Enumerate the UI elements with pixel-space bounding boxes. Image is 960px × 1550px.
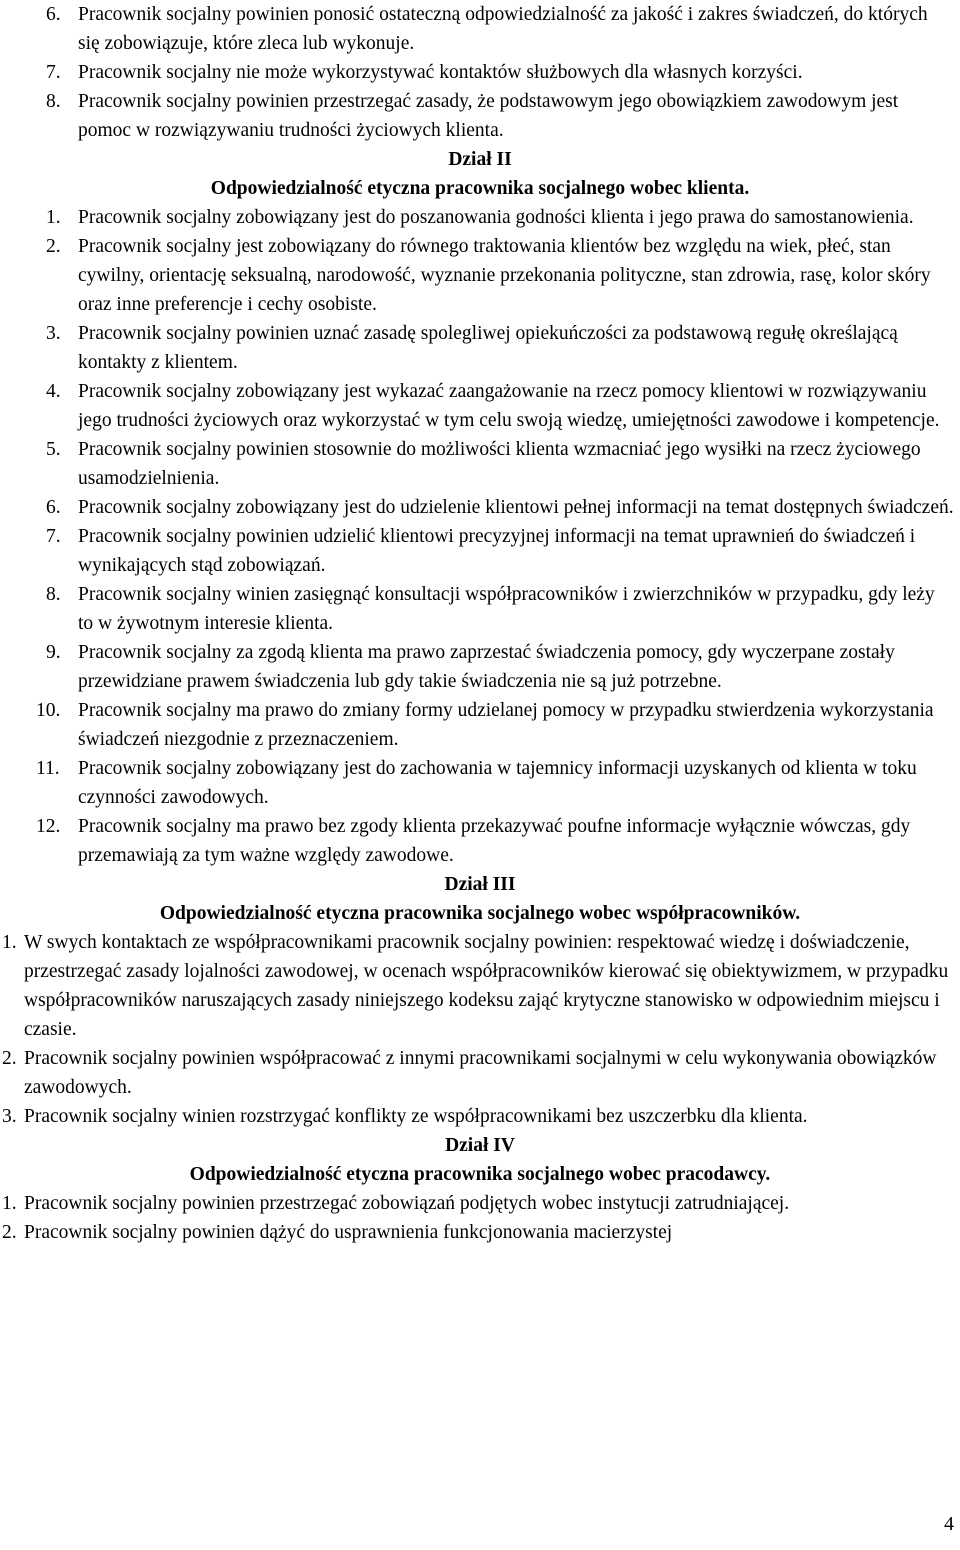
item-text: Pracownik socjalny winien zasięgnąć konsultacji współpracowników i zwierzchników w przypadku, gdy leży to w żywotnym interesie klienta. [78,584,935,634]
item-text: Pracownik socjalny ma prawo bez zgody klienta przekazywać poufne informacje wyłącznie wówczas, gdy przemawiają za tym ważne względy zawodowe. [78,816,911,866]
item-number: 5. [46,439,61,460]
list-item [0,87,960,145]
item-text: Pracownik socjalny powinien ponosić ostateczną odpowiedzialność za jakość i zakres świadczeń, do których się zobowiązuje, które zleca lub wykonuje. [78,4,928,54]
list-item [0,0,960,58]
item-text: Pracownik socjalny za zgodą klienta ma prawo zaprzestać świadczenia pomocy, gdy wyczerpane zostały przewidziane prawem świadczenia lub gdy takie świadczenia nie są już potrzebne. [78,642,895,692]
item-text: W swych kontaktach ze współpracownikami pracownik socjalny powinien: respektować wiedzę i doświadczenie, przestrzegać zasady lojalności zawodowej, w ocenach współpracowników kierować się obiektywizmem, w przypadku współpracowników naruszających zasady niniejszego kodeksu zająć krytyczne stanowisko w odpowiednim miejscu i czasie. [24,932,949,1040]
item-text: Pracownik socjalny zobowiązany jest do zachowania w tajemnicy informacji uzyskanych od klienta w toku czynności zawodowych. [78,758,917,808]
item-number: 2. [2,1222,17,1243]
section-subheading: Odpowiedzialność etyczna pracownika socjalnego wobec klienta. [210,178,750,199]
item-text: Pracownik socjalny ma prawo do zmiany formy udzielanej pomocy w przypadku stwierdzenia wykorzystania świadczeń niezgodnie z przeznaczeniem. [78,700,934,750]
section-subheading: Odpowiedzialność etyczna pracownika socjalnego wobec pracodawcy. [189,1164,771,1185]
item-text: Pracownik socjalny zobowiązany jest wykazać zaangażowanie na rzecz pomocy klientowi w rozwiązywaniu jego trudności życiowych oraz wykorzystać w tym celu swoją wiedzę, umiejętności zawodowe i kompetencje. [78,381,940,431]
continued-list [0,0,960,145]
list-item [0,696,960,754]
item-text: Pracownik socjalny powinien stosownie do możliwości klienta wzmacniać jego wysiłki na rzecz życiowego usamodzielnienia. [78,439,921,489]
item-text: Pracownik socjalny zobowiązany jest do poszanowania godności klienta i jego prawa do samostanowienia. [78,207,914,228]
item-number: 6. [46,497,61,518]
list-item [0,493,960,522]
item-number: 1. [2,932,17,953]
item-number: 2. [2,1048,17,1069]
list-item [0,1218,960,1247]
item-number: 10. [36,700,61,721]
section-2-list [0,203,960,870]
item-number: 7. [46,526,61,547]
item-number: 7. [46,62,61,83]
list-item [0,580,960,638]
list-item [0,232,960,319]
item-text: Pracownik socjalny powinien dążyć do usprawnienia funkcjonowania macierzystej [24,1222,673,1243]
item-number: 3. [2,1106,17,1127]
item-text: Pracownik socjalny jest zobowiązany do równego traktowania klientów bez względu na wiek, płeć, stan cywilny, orientację seksualną, narodowość, wyznanie przekonania polityczne, stan zdrowia, rasę, kolor skóry oraz inne preferencje i cechy osobiste. [78,236,931,315]
item-text: Pracownik socjalny zobowiązany jest do udzielenie klientowi pełnej informacji na temat dostępnych świadczeń. [78,497,954,518]
section-heading: Dział II [448,149,512,170]
item-number: 9. [46,642,61,663]
list-item [0,928,960,1044]
item-text: Pracownik socjalny powinien przestrzegać zasady, że podstawowym jego obowiązkiem zawodowym jest pomoc w rozwiązywaniu trudności życiowych klienta. [78,91,899,141]
item-text: Pracownik socjalny nie może wykorzystywać kontaktów służbowych dla własnych korzyści. [78,62,803,83]
item-number: 8. [46,584,61,605]
item-text: Pracownik socjalny powinien uznać zasadę spolegliwej opiekuńczości za podstawową regułę określającą kontakty z klientem. [78,323,898,373]
section-subheading: Odpowiedzialność etyczna pracownika socjalnego wobec współpracowników. [159,903,801,924]
section-4-list [0,1189,960,1247]
list-item [0,377,960,435]
list-item [0,58,960,87]
list-item [0,1189,960,1218]
page-number: 4 [944,1513,954,1535]
item-text: Pracownik socjalny powinien przestrzegać zobowiązań podjętych wobec instytucji zatrudniającej. [24,1193,790,1214]
item-number: 8. [46,91,61,112]
list-item [0,754,960,812]
item-number: 1. [2,1193,17,1214]
item-text: Pracownik socjalny powinien udzielić klientowi precyzyjnej informacji na temat uprawnień do świadczeń i wynikających stąd zobowiązań. [78,526,916,576]
list-item [0,319,960,377]
list-item [0,1044,960,1102]
list-item [0,638,960,696]
list-item [0,203,960,232]
item-text: Pracownik socjalny winien rozstrzygać konflikty ze współpracownikami bez uszczerbku dla klienta. [24,1106,808,1127]
item-number: 11. [36,758,60,779]
item-number: 12. [36,816,61,837]
item-number: 1. [46,207,61,228]
section-3-list [0,928,960,1131]
list-item [0,812,960,870]
section-heading: Dział III [444,874,516,895]
item-number: 3. [46,323,61,344]
section-heading: Dział IV [445,1135,515,1156]
item-text: Pracownik socjalny powinien współpracować z innymi pracownikami socjalnymi w celu wykonywania obowiązków zawodowych. [24,1048,937,1098]
list-item [0,435,960,493]
list-item [0,522,960,580]
item-number: 6. [46,4,61,25]
list-item [0,1102,960,1131]
item-number: 4. [46,381,61,402]
item-number: 2. [46,236,61,257]
